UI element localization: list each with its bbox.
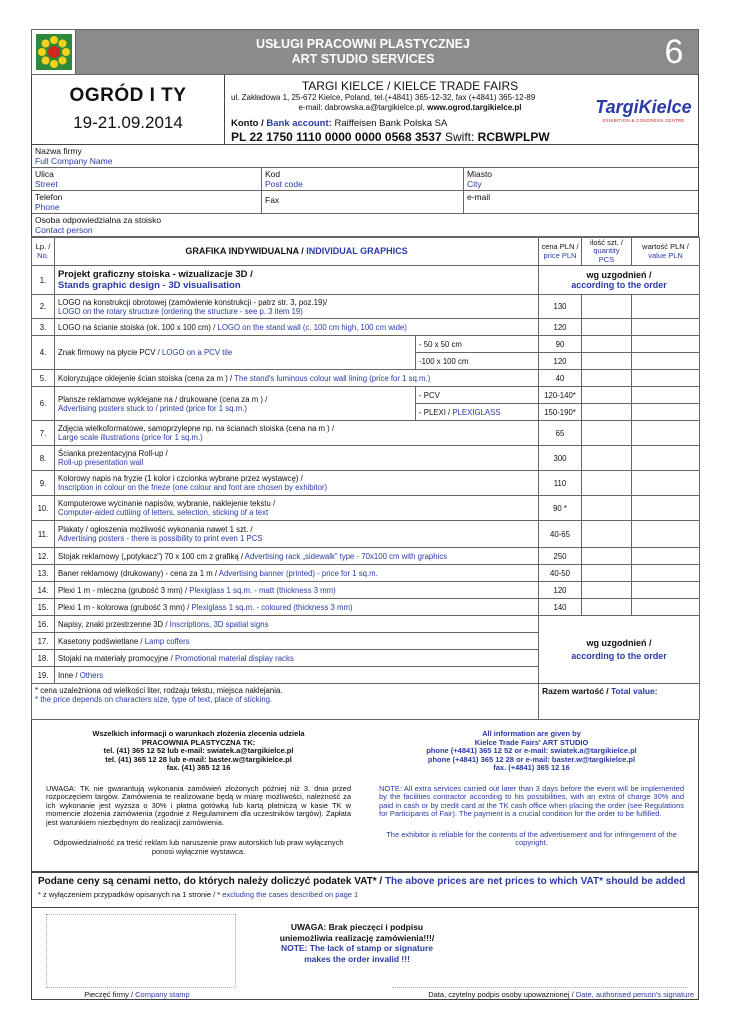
company-row [32,145,698,168]
header-bar [31,29,699,75]
warning-en-1: NOTE: The lack of stamp or signature [280,943,434,953]
row-desc-en: Advertising posters - there is possibility to print even 1 PCS [58,534,263,543]
table-row [32,421,700,446]
company-name-field[interactable] [32,145,698,167]
vat-main-en: The above prices are net prices to which VAT* should be added [384,876,686,887]
row-description [55,667,539,684]
price-agreement-en: according to the order [571,280,667,290]
row-quantity-input[interactable] [582,421,632,446]
fair-name: OGRÓD I TY [69,85,187,106]
info-section [31,720,699,872]
row-price: 140 [539,599,582,616]
row-number: 13. [32,565,55,582]
row-number: 11. [32,521,55,548]
row-price: 120-140* [539,387,582,404]
row-value-input[interactable] [632,599,700,616]
table-row [32,496,700,521]
phone-row [32,191,698,214]
table-row [32,370,700,387]
account-number: PL 22 1750 1110 0000 0000 0568 3537 [231,130,442,144]
row-desc-en: Others [79,670,104,680]
row-desc-pl: Koloryzujące oklejenie ścian stoiska (cena za m ) / [58,373,235,383]
targi-kielce-logo-text: TargiKielce [595,96,692,117]
row-description [55,582,539,599]
table-row [32,616,700,633]
bank-line [231,118,589,129]
warning-en-2: makes the order invalid !!! [304,953,410,964]
row-description [55,650,539,667]
account-line [231,130,589,144]
row-number: 19. [32,667,55,684]
table-row [32,295,700,319]
post-code-label-pl: Kod [265,169,281,179]
row-desc-pl: Plakaty / ogłoszenia możliwość wykonania nawet 1 szt. / [58,525,253,534]
info-en-line: Kielce Trade Fairs' ART STUDIO [474,737,589,747]
company-label-pl: Nazwa firmy [35,146,82,156]
row-number: 16. [32,616,55,633]
lp-header [32,238,55,266]
fair-dates: 19-21.09.2014 [73,113,183,132]
row-price: 40 [539,370,582,387]
company-stamp-area[interactable] [46,914,236,988]
row-value-input[interactable] [632,446,700,471]
row-desc-en: Advertising rack „sidewalk” type - 70x100 cm with graphics [244,551,448,561]
table-row [32,565,700,582]
row-desc-en: Advertising banner (printed) - price for 1 sq.m. [218,568,378,578]
targi-kielce-logo-sub: EXHIBITION & CONGRESS CENTRE [602,117,685,123]
city-label-pl: Miasto [467,169,493,179]
signature-label-en: Date, authorised person's signature [575,990,694,999]
contact-label-pl: Osoba odpowiedzialna za stoisko [35,215,162,225]
table-row [32,319,700,336]
row-value-input[interactable] [632,319,700,336]
row-desc-pl: Plexi 1 m - kolorowa (grubość 3 mm) / [58,602,192,612]
row-description [55,336,416,370]
row-number: 5. [32,370,55,387]
row-quantity-input[interactable] [582,295,632,319]
organizer-website[interactable]: www.ogrod.targikielce.pl [427,103,522,112]
row-number: 3. [32,319,55,336]
row-desc-en: Plexiglass 1 sq.m. - coloured (thickness 3 mm) [191,602,353,612]
quantity-header-en: quantity [593,246,620,256]
row-desc-pl: Ścianka prezentacyjna Roll-up / [58,449,168,458]
row-quantity-input[interactable] [582,404,632,421]
info-pl-line: tel. (41) 365 12 52 lub e-mail: swiatek.a@targikielce.pl [103,746,294,755]
bank-account-label: Bank account: [266,118,332,129]
row-desc-pl: Znak firmowy na płycie PCV / [58,348,162,357]
price-note-en: * the price depends on characters size, type of text, place of sticking. [35,695,273,704]
contact-person-row [32,214,698,237]
total-label-pl: Razem wartość / [542,686,611,696]
row-desc-en: Advertising posters stuck to / printed (price for 1 sq.m.) [58,403,247,413]
row-desc-en: Inscriptions, 3D spatial signs [169,619,269,629]
order-form [31,29,699,1000]
row-value-input[interactable] [632,353,700,370]
row-price: 90 * [539,496,582,521]
row-desc-pl: LOGO na ścianie stoiska (ok. 100 x 100 cm) / [58,322,218,332]
warning-pl-2: uniemożliwia realizację zamówienia!!!/ [279,932,435,943]
price-header-en: price PLN [543,250,577,260]
row-desc-en: Stands graphic design - 3D visualisation [58,280,241,291]
row-desc-pl: Stojak reklamowy („potykacz”) 70 x 100 cm z grafiką / [58,551,245,561]
row-number: 2. [32,295,55,319]
row-number: 7. [32,421,55,446]
row-number: 14. [32,582,55,599]
row-description [55,599,539,616]
email-label: e-mail [467,192,491,202]
row-variant: - 50 x 50 cm [416,336,539,353]
row-quantity-input[interactable] [582,336,632,353]
contact-form [31,145,699,237]
info-pl-line: tel. (41) 365 12 28 lub e-mail: baster.w@targikielce.pl [105,754,292,764]
row-number: 8. [32,446,55,471]
organizer-email: e-mail: dabrowska.a@targikielce.pl, [298,103,428,112]
info-polish [32,720,365,871]
row-value-input[interactable] [632,370,700,387]
row-value-input[interactable] [632,471,700,496]
row-desc-en: The stand's luminous colour wall lining (price for 1 sq.m.) [234,373,431,383]
row-variant: -100 x 100 cm [416,353,539,370]
row-price-by-agreement [539,616,700,684]
organizer-address: ul. Zakładowa 1, 25-672 Kielce, Poland, tel.(+4841) 365-12-32, fax (+4841) 365-12-89 [231,93,536,102]
post-code-field[interactable] [262,168,464,190]
row-value-input[interactable] [632,387,700,404]
row-description [55,266,539,295]
organizer-block [225,75,589,144]
row-price: 300 [539,446,582,471]
swift-code: RCBWPLPW [477,130,550,144]
row-quantity-input[interactable] [582,599,632,616]
table-header-row [32,238,700,266]
header-title [76,30,650,74]
row-desc-en: LOGO on a PCV tile [162,348,233,357]
fair-info [31,75,699,145]
variant-en: PLEXIGLASS [452,407,501,417]
row-quantity-input[interactable] [582,446,632,471]
fax-field[interactable] [262,191,464,213]
row-desc-pl: LOGO na konstrukcji obrotowej (zamówienie konstrukcji - patrz str. 3, poz.19)/ [58,297,328,307]
info-en-line: phone (+4841) 365 12 28 or e-mail: baster.w@targikielce.pl [427,754,636,764]
signature-section [31,908,699,1000]
vat-sub-en: excluding the cases described on page 1 [222,890,359,899]
row-desc-en: LOGO on the rotary structure (ordering the structure - see p. 3 item 19) [58,306,303,316]
table-row [32,266,700,295]
lp-header-en: No. [37,250,49,260]
row-desc-pl: Kasetony podświetlane / [58,636,145,646]
row-price: 120 [539,319,582,336]
row-quantity-input[interactable] [582,370,632,387]
row-desc-pl: Baner reklamowy (drukowany) - cena za 1 m / [58,568,219,578]
row-desc-pl: Napisy, znaki przestrzenne 3D / [58,619,170,629]
vat-main-pl: Podane ceny są cenami netto, do których należy doliczyć podatek VAT* / [38,876,385,887]
row-description [55,319,539,336]
quantity-header-pcs: PCS [598,254,615,264]
total-value-field[interactable] [539,684,700,720]
row-value-input[interactable] [632,336,700,353]
row-number: 10. [32,496,55,521]
row-value-input[interactable] [632,295,700,319]
row-number: 4. [32,336,55,370]
table-row [32,582,700,599]
row-value-input[interactable] [632,421,700,446]
contact-label-en: Contact person [35,225,93,235]
price-agreement-pl: wg uzgodnień / [586,637,652,648]
row-value-input[interactable] [632,582,700,599]
row-value-input[interactable] [632,496,700,521]
row-value-input[interactable] [632,565,700,582]
value-header-en: value PLN [648,250,683,260]
row-desc-pl: Plansze reklamowe wyklejane na / drukowane (cena za m ) / [58,394,268,404]
info-en-line: fax. (+4841) 365 12 16 [493,763,570,772]
row-quantity-input[interactable] [582,548,632,565]
info-pl-line: PRACOWNIA PLASTYCZNA TK: [141,737,256,747]
row-quantity-input[interactable] [582,496,632,521]
page-number: 6 [664,33,684,71]
price-agreement-en: according to the order [571,650,667,661]
email-field[interactable] [464,191,698,213]
row-number: 17. [32,633,55,650]
phone-field[interactable] [32,191,262,213]
row-desc-en: Computer-aided cuttiing of letters, selection, sticking of a text [58,508,269,517]
row-desc-en: Inscription in colour on the frieze (one colour and font are chosen by exhibitor) [58,483,328,492]
row-description [55,370,539,387]
row-quantity-input[interactable] [582,565,632,582]
quantity-header [582,238,632,266]
info-en-responsibility: The exhibitor is reliable for the contents of the advertisement and for infringement of the copyright. [386,829,677,847]
row-quantity-input[interactable] [582,582,632,599]
info-en-warning: NOTE: All extra services carried out later than 3 days before the event will be implemented by the facilities contractor according to his possibilities, with an extra of charge 30% and paid in cash or by credit card at the TK cash office when placing the order (see Regulations for Participants of Fair). The payment is a crucial condition for the order to be fulfilled. [379,783,684,818]
signature-line[interactable] [392,987,688,988]
row-price: 250 [539,548,582,565]
row-desc-en: Promotional material display racks [175,653,294,663]
value-header [632,238,700,266]
fax-label: Fax [265,195,280,205]
row-description [55,633,539,650]
value-header-pl: wartość PLN / [642,242,689,251]
row-quantity-input[interactable] [582,521,632,548]
row-desc-en: Plexiglass 1 sq.m. - matt (thickness 3 mm) [189,585,336,595]
stamp-label-pl: Pieczęć firmy / [84,990,136,999]
street-field[interactable] [32,168,262,190]
price-note [32,684,539,720]
row-price: 130 [539,295,582,319]
row-desc-pl: Zdjęcia wielkoformatowe, samoprzylepne np. na ścianach stoiska (cena na m ) / [58,424,335,433]
row-desc-en: Roll-up presentation wall [58,458,144,467]
lp-header-pl: Lp. / [35,242,51,251]
row-description [55,421,539,446]
contact-person-field[interactable] [32,214,698,236]
graphics-header-en: INDIVIDUAL GRAPHICS [306,246,408,257]
row-value-input[interactable] [632,404,700,421]
signature-label [428,990,694,999]
row-value-input[interactable] [632,521,700,548]
row-price: 40-65 [539,521,582,548]
row-quantity-input[interactable] [582,387,632,404]
row-description [55,496,539,521]
table-row [32,387,700,404]
row-desc-pl: Komputerowe wycinanie napisów, wybranie, naklejenie tekstu / [58,499,276,508]
row-quantity-input[interactable] [582,353,632,370]
graphics-table [31,237,700,720]
row-price: 120 [539,582,582,599]
swift-label: Swift: [441,130,478,144]
flower-logo-icon [32,30,76,74]
row-desc-pl: Plexi 1 m - mleczna (grubość 3 mm) / [58,585,190,595]
table-row [32,548,700,565]
row-price: 120 [539,353,582,370]
stamp-signature-warning [252,922,462,964]
row-number: 18. [32,650,55,667]
row-variant [416,404,539,421]
phone-label-en: Phone [35,202,60,212]
graphics-header [55,238,539,266]
row-description [55,295,539,319]
info-pl-responsibility: Odpowiedzialność za treść reklam lub naruszenie praw autorskich lub praw wyłącznych ponosi wyłącznie wystawca. [53,838,344,856]
info-pl-line: fax. (41) 365 12 16 [166,763,231,772]
row-desc-en: Lamp coffers [144,636,190,646]
warning-pl-1: UWAGA: Brak pieczęci i podpisu [290,922,424,932]
row-number: 6. [32,387,55,421]
table-row [32,521,700,548]
row-number: 1. [32,266,55,295]
row-price: 65 [539,421,582,446]
row-description [55,565,539,582]
price-agreement-pl: wg uzgodnień / [586,269,652,280]
price-header-pl: cena PLN / [541,242,579,251]
vat-sub: * z wyłączeniem przypadków opisanych na 1 stronie / * excluding the cases described on page 1 [38,890,359,899]
company-stamp-label [32,990,242,999]
table-row [32,446,700,471]
row-desc-en: Large scale illustrations (price for 1 sq.m.) [58,433,203,442]
city-label-en: City [467,179,482,189]
row-description [55,616,539,633]
vat-sub-pl: z wyłączeniem przypadków opisanych na 1 stronie / [43,890,218,899]
info-english [365,720,698,871]
quantity-header-pl: ilość szt. / [590,237,623,247]
konto-label: Konto / [231,118,267,129]
row-number: 9. [32,471,55,496]
row-desc-pl: Projekt graficzny stoiska - wizualizacje 3D / [58,269,253,280]
signature-label-pl: Data, czytelny podpis osoby upoważnionej / [428,990,576,999]
info-en-line: phone (+4841) 365 12 52 or e-mail: swiatek.a@targikielce.pl [426,746,637,755]
fair-name-block [32,75,225,144]
row-description [55,521,539,548]
row-number: 15. [32,599,55,616]
vat-note [31,872,699,908]
row-quantity-input[interactable] [582,471,632,496]
row-price: 40-50 [539,565,582,582]
stamp-label-en: Company stamp [135,990,190,999]
row-price-by-agreement [539,266,700,295]
row-desc-pl: Inne / [58,670,80,680]
phone-label-pl: Telefon [35,192,63,202]
row-desc-pl: Kolorowy napis na fryzie (1 kolor i czcionka wybrane przez wystawcę) / [58,474,303,483]
variant-pl: - PLEXI / [419,407,453,417]
row-number: 12. [32,548,55,565]
row-quantity-input[interactable] [582,319,632,336]
row-price: 110 [539,471,582,496]
price-note-pl: * cena uzależniona od wielkości liter, rodzaju tekstu, miejsca naklejania. [35,686,283,695]
info-pl-line: Wszelkich informacji o warunkach złożenia zlecenia udziela [92,729,305,738]
header-title-pl: USŁUGI PRACOWNI PLASTYCZNEJ [256,37,470,51]
address-row [32,168,698,191]
table-row [32,471,700,496]
row-value-input[interactable] [632,548,700,565]
post-code-label-en: Post code [265,179,303,189]
vat-main [38,876,692,887]
price-header [539,238,582,266]
street-label-en: Street [35,179,58,189]
street-label-pl: Ulica [35,169,54,179]
notes-total-row [32,684,700,720]
targi-kielce-logo [589,75,698,144]
organizer-name: TARGI KIELCE / KIELCE TRADE FAIRS [301,79,519,93]
graphics-header-pl: GRAFIKA INDYWIDUALNA / [185,246,307,257]
info-en-line: All information are given by [482,729,581,738]
row-description [55,471,539,496]
row-description [55,548,539,565]
city-field[interactable] [464,168,698,190]
row-desc-pl: Stojaki na materiały promocyjne / [58,653,176,663]
info-pl-warning: UWAGA: TK nie gwarantują wykonania zamówień złożonych później niż 3. dnia przed rozpoczęciem targów. Zamówienia te realizowane będą w miarę możliwości, należność za ich wykonanie jest wyższa o 30% i płatna gotówką lub kartą płatniczą w kasie TK w momencie złożenia zamówienia (zgodnie z Regulaminem dla uczestników targów). Zapłata jest warunkiem niezbędnym do realizacji zamówienia. [46,783,351,827]
table-row [32,336,700,353]
total-label-en: Total value: [611,686,658,696]
row-description [55,446,539,471]
bank-name: Raiffeisen Bank Polska SA [331,118,448,129]
table-row [32,599,700,616]
company-label-en: Full Company Name [35,156,113,166]
organizer-email-line [231,103,589,112]
row-desc-en: LOGO on the stand wall (c. 100 cm high, 100 cm wide) [217,322,407,332]
header-title-en: ART STUDIO SERVICES [291,52,435,66]
row-description [55,387,416,421]
row-price: 90 [539,336,582,353]
row-price: 150-190* [539,404,582,421]
row-variant: - PCV [416,387,539,404]
